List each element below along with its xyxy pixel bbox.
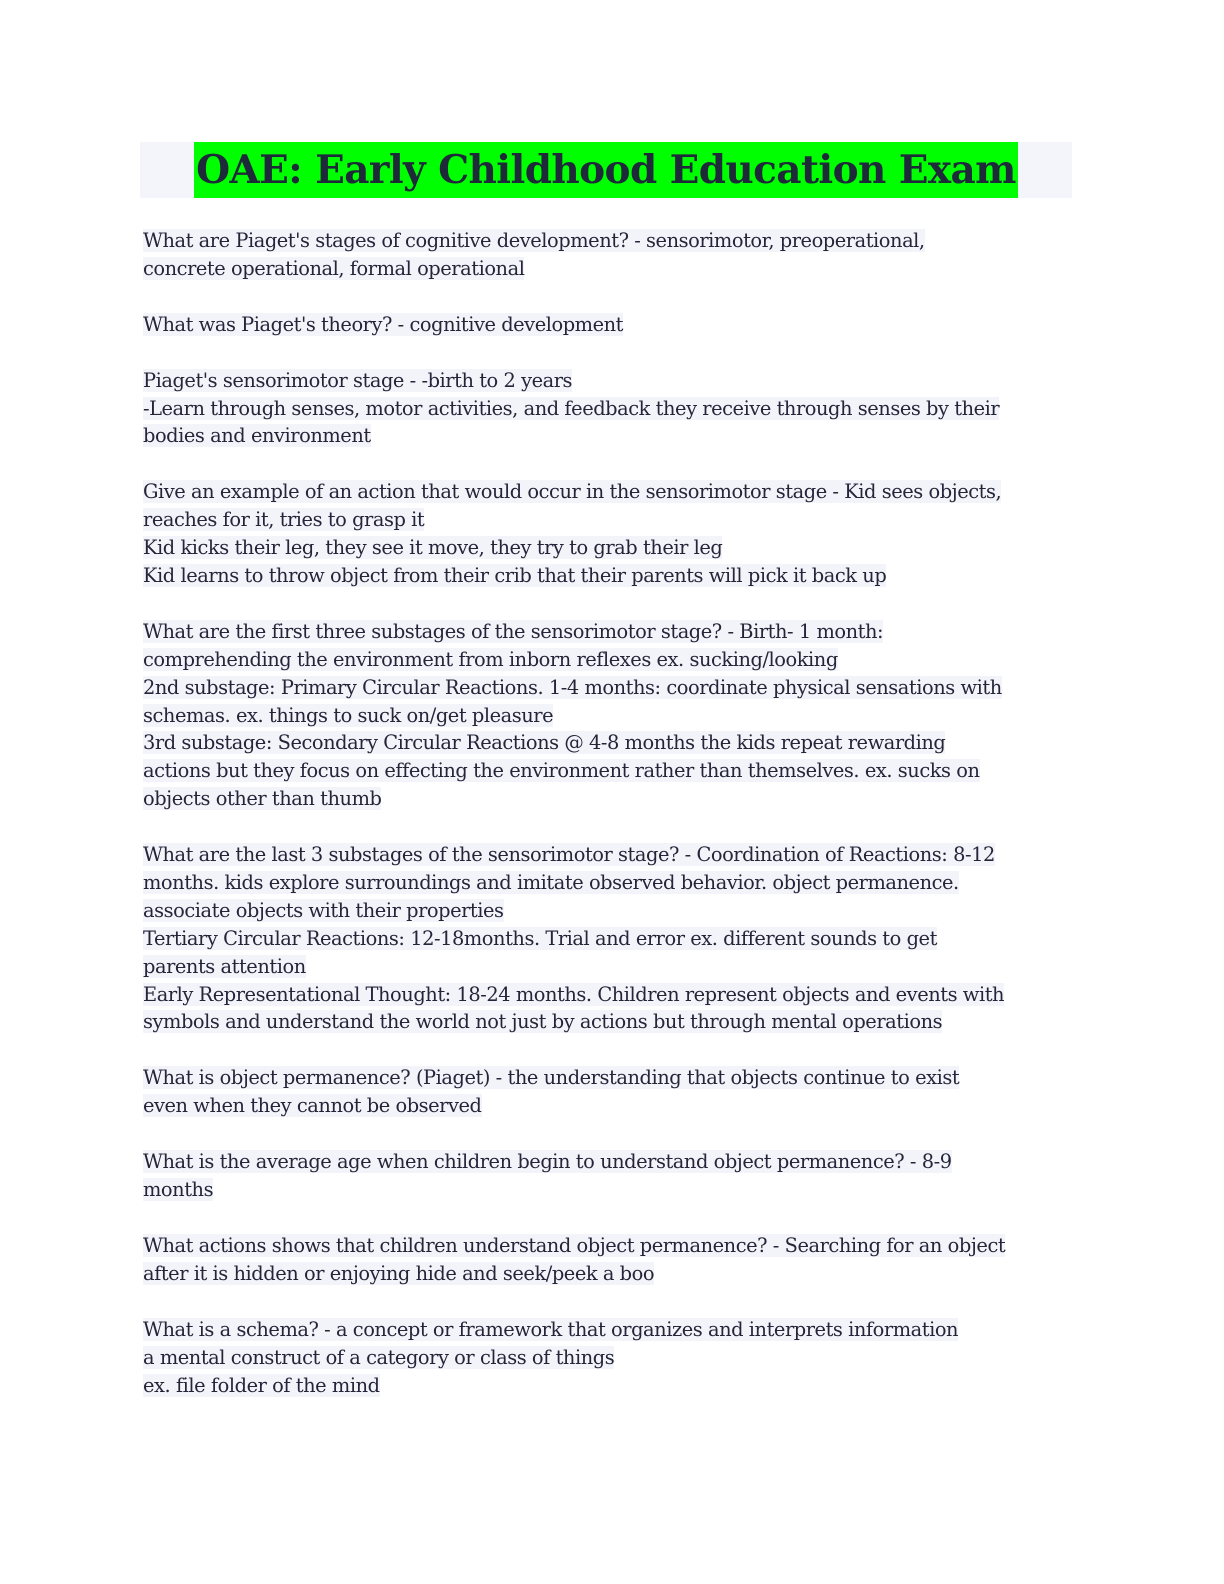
- text-line-content: Kid kicks their leg, they see it move, they try to grab their leg: [143, 536, 723, 560]
- text-line: [143, 757, 1078, 785]
- qa-entry: [143, 1316, 1078, 1400]
- text-line-content: What was Piaget's theory? - cognitive development: [143, 312, 623, 336]
- qa-entry: [143, 1148, 1078, 1204]
- text-line-content: associate objects with their properties: [143, 898, 504, 922]
- text-line: [143, 953, 1078, 981]
- text-line: [143, 562, 1078, 590]
- text-line: [143, 897, 1078, 925]
- text-line: [143, 1176, 1078, 1204]
- text-line: [143, 869, 1078, 897]
- text-line-content: objects other than thumb: [143, 787, 382, 811]
- text-line: [143, 1232, 1078, 1260]
- text-line-content: -Learn through senses, motor activities, and feedback they receive through senses by their: [143, 396, 1000, 420]
- title-band: [140, 142, 1072, 198]
- text-line-content: What actions shows that children understand object permanence? - Searching for an object: [143, 1233, 1006, 1257]
- text-line: [143, 311, 1078, 339]
- text-line-content: months. kids explore surroundings and imitate observed behavior. object permanence.: [143, 871, 959, 895]
- text-line: [143, 1008, 1078, 1036]
- qa-entry: [143, 478, 1078, 590]
- text-line-content: schemas. ex. things to suck on/get pleasure: [143, 703, 554, 727]
- text-line-content: What is object permanence? (Piaget) - the understanding that objects continue to exist: [143, 1066, 960, 1090]
- text-line: [143, 1148, 1078, 1176]
- text-line-content: concrete operational, formal operational: [143, 256, 525, 280]
- text-line: [143, 925, 1078, 953]
- text-line: [143, 1372, 1078, 1400]
- text-line: [143, 367, 1078, 395]
- text-line: [143, 478, 1078, 506]
- text-line-content: a mental construct of a category or class of things: [143, 1345, 615, 1369]
- text-line: [143, 422, 1078, 450]
- document-title: OAE: Early Childhood Education Exam: [194, 142, 1018, 198]
- text-line: [143, 618, 1078, 646]
- text-line-content: What are the last 3 substages of the sensorimotor stage? - Coordination of Reactions: 8-12: [143, 843, 995, 867]
- text-line: [143, 506, 1078, 534]
- text-line: [143, 841, 1078, 869]
- qa-entry: [143, 311, 1078, 339]
- text-line-content: comprehending the environment from inborn reflexes ex. sucking/looking: [143, 647, 838, 671]
- text-line-content: symbols and understand the world not just by actions but through mental operations: [143, 1010, 943, 1034]
- text-line: [143, 646, 1078, 674]
- text-line-content: Give an example of an action that would occur in the sensorimotor stage - Kid sees objects,: [143, 480, 1002, 504]
- text-line-content: What is a schema? - a concept or framework that organizes and interprets information: [143, 1317, 959, 1341]
- text-line: [143, 395, 1078, 423]
- text-line-content: What are Piaget's stages of cognitive development? - sensorimotor, preoperational,: [143, 229, 925, 252]
- text-line: [143, 227, 1078, 255]
- text-line-content: 3rd substage: Secondary Circular Reactions @ 4-8 months the kids repeat rewarding: [143, 731, 946, 755]
- qa-entry: [143, 841, 1078, 1036]
- text-line: [143, 729, 1078, 757]
- text-line-content: parents attention: [143, 954, 306, 978]
- text-line-content: What is the average age when children begin to understand object permanence? - 8-9: [143, 1150, 952, 1174]
- text-line: [143, 1064, 1078, 1092]
- text-line: [143, 674, 1078, 702]
- text-line-content: Piaget's sensorimotor stage - -birth to 2 years: [143, 368, 573, 392]
- qa-entry: [143, 1232, 1078, 1288]
- qa-entry: [143, 367, 1078, 451]
- text-line-content: Kid learns to throw object from their crib that their parents will pick it back up: [143, 564, 887, 588]
- qa-entry: [143, 227, 1078, 283]
- qa-entry: [143, 1064, 1078, 1120]
- text-line-content: actions but they focus on effecting the environment rather than themselves. ex. sucks on: [143, 759, 980, 783]
- text-line: [143, 785, 1078, 813]
- text-line-content: 2nd substage: Primary Circular Reactions. 1-4 months: coordinate physical sensations with: [143, 675, 1002, 699]
- text-line: [143, 255, 1078, 283]
- text-line-content: ex. file folder of the mind: [143, 1373, 380, 1397]
- text-line: [143, 534, 1078, 562]
- document-body: [143, 227, 1078, 1427]
- qa-entry: [143, 618, 1078, 813]
- text-line-content: reaches for it, tries to grasp it: [143, 508, 425, 532]
- text-line-content: even when they cannot be observed: [143, 1094, 482, 1118]
- text-line-content: Early Representational Thought: 18-24 months. Children represent objects and events with: [143, 982, 1005, 1006]
- text-line: [143, 981, 1078, 1009]
- text-line: [143, 1260, 1078, 1288]
- text-line-content: months: [143, 1178, 214, 1202]
- text-line-content: What are the first three substages of the sensorimotor stage? - Birth- 1 month:: [143, 619, 884, 643]
- text-line: [143, 702, 1078, 730]
- text-line-content: bodies and environment: [143, 424, 371, 448]
- text-line-content: Tertiary Circular Reactions: 12-18months. Trial and error ex. different sounds to get: [143, 926, 937, 950]
- text-line-content: after it is hidden or enjoying hide and seek/peek a boo: [143, 1261, 655, 1285]
- text-line: [143, 1316, 1078, 1344]
- text-line: [143, 1092, 1078, 1120]
- text-line: [143, 1344, 1078, 1372]
